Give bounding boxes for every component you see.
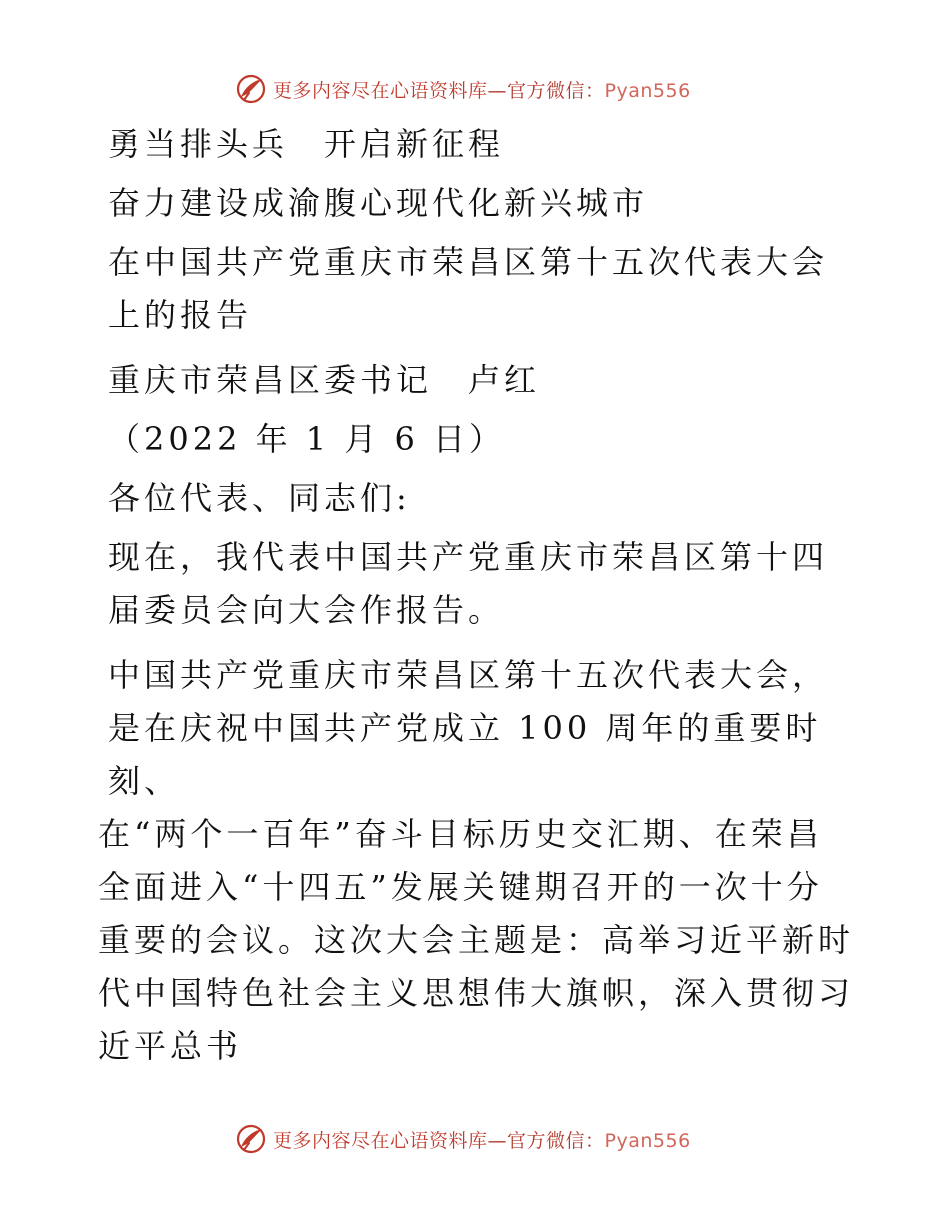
- watermark-main-text: 更多内容尽在心语资料库: [273, 79, 488, 102]
- pen-in-circle-logo-icon: [235, 1123, 267, 1155]
- watermark-dash: —: [487, 79, 508, 102]
- watermark-main-text: 更多内容尽在心语资料库: [273, 1129, 488, 1152]
- watermark-banner-top: [235, 72, 735, 106]
- document-body: [98, 118, 858, 1085]
- paragraph-2-part-b: 在“两个一百年”奋斗目标历史交汇期、在荣昌全面进入“十四五”发展关键期召开的一次十分重要的会议。这次大会主题是：高举习近平新时代中国特色社会主义思想伟大旗帜，深入贯彻习近平总书: [98, 815, 855, 1065]
- paragraph-1: 现在，我代表中国共产党重庆市荣昌区第十四届委员会向大会作报告。: [108, 538, 829, 629]
- watermark-dash: —: [487, 1129, 508, 1152]
- watermark-wechat-label: 官方微信：: [507, 79, 605, 102]
- report-subtitle: 在中国共产党重庆市荣昌区第十五次代表大会上的报告: [108, 243, 829, 334]
- pen-in-circle-logo-icon: [235, 73, 267, 105]
- watermark-wechat-label: 官方微信：: [507, 1129, 605, 1152]
- watermark-wechat-id: Pyan556: [604, 1129, 691, 1152]
- watermark-wechat-id: Pyan556: [604, 79, 691, 102]
- watermark-banner-bottom: [235, 1122, 735, 1156]
- salutation: 各位代表、同志们:: [108, 479, 411, 517]
- title-line-1: 勇当排头兵 开启新征程: [108, 125, 505, 163]
- author-line: 重庆市荣昌区委书记 卢红: [108, 361, 541, 399]
- paragraph-2-part-a: 中国共产党重庆市荣昌区第十五次代表大会，是在庆祝中国共产党成立 100 周年的重要时刻、: [108, 656, 829, 800]
- title-line-2: 奋力建设成渝腹心现代化新兴城市: [108, 184, 649, 222]
- watermark-text: [273, 1126, 691, 1153]
- watermark-text: [273, 76, 691, 103]
- date-line: （2022 年 1 月 6 日）: [108, 420, 506, 458]
